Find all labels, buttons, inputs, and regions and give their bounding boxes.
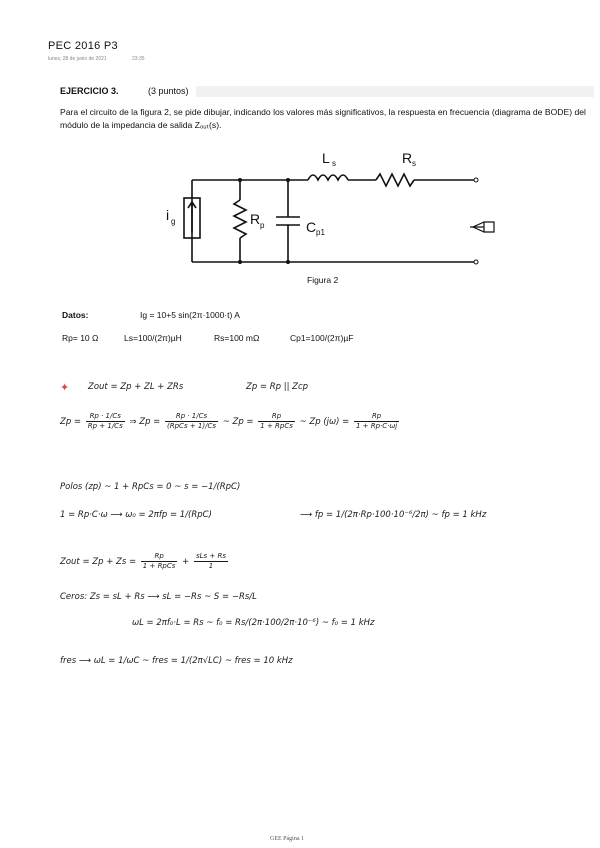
hw-zp-parallel: Zp = Rp || Zcp bbox=[246, 382, 309, 392]
rs-label: R bbox=[402, 150, 413, 166]
hw-zp-derivation: Zp = $\frac{Rp \cdot 1/Cs}{Rp + 1/Cs}$ ⇒ Zp = $\frac{Rp \cdot 1/Cs}{\text{(RpCs + 1)/Cs}}$ ~ Zp = $\frac{Rp}{\text{1 + RpCs}}$ ~ Zp (jω) = $\frac{Rp}{1 + Rp\cdot C\cdot\omega j}$ bbox=[60, 412, 398, 430]
cp1-label: C bbox=[306, 219, 317, 235]
figure-caption: Figura 2 bbox=[307, 275, 339, 285]
exercise-label: EJERCICIO 3. bbox=[60, 86, 119, 96]
data-cp1: Cp1=100/(2π)µF bbox=[290, 333, 354, 343]
page-time: 23:35 bbox=[132, 56, 145, 62]
hw-zout-definition: Zout = Zp + ZL + ZRs bbox=[88, 382, 184, 392]
page-date: lunes, 28 de junio de 2021 bbox=[48, 56, 107, 62]
exercise-highlight-bar bbox=[196, 86, 594, 97]
circuit-figure bbox=[166, 140, 500, 270]
ls-inductor bbox=[308, 175, 348, 180]
rp-subscript: p bbox=[260, 221, 265, 230]
exercise-points: (3 puntos) bbox=[148, 86, 189, 96]
hw-poles: Polos (zp) ~ 1 + RpCs = 0 ~ s = −1/(RpC) bbox=[60, 482, 241, 492]
page-title: PEC 2016 P3 bbox=[48, 40, 118, 52]
data-ls: Ls=100/(2π)µH bbox=[124, 333, 182, 343]
rs-subscript: s bbox=[412, 159, 416, 168]
ig-subscript: g bbox=[171, 217, 176, 226]
cp1-subscript: p1 bbox=[316, 228, 325, 237]
data-rp: Rp= 10 Ω bbox=[62, 333, 99, 343]
star-icon: ✦ bbox=[60, 381, 70, 394]
page-footer: GEE Página 1 bbox=[270, 836, 304, 842]
hw-pole-freq-b: ⟶ fp = 1/(2π·Rp·100·10⁻⁶/2π) ~ fp = 1 kHz bbox=[300, 510, 487, 520]
rs-resistor bbox=[376, 174, 414, 186]
ig-label: i bbox=[166, 207, 170, 223]
hw-pole-freq-a: 1 = Rp·C·ω ⟶ ω₀ = 2πfp = 1/(RpC) bbox=[60, 510, 212, 520]
data-rs: Rs=100 mΩ bbox=[214, 333, 260, 343]
rp-resistor bbox=[234, 200, 246, 238]
data-ig: Ig = 10+5 sin(2π·1000·t) A bbox=[140, 310, 240, 320]
ls-subscript: s bbox=[332, 159, 336, 168]
data-label: Datos: bbox=[62, 310, 89, 320]
hw-zero-freq: ωL = 2πf₀·L = Rs ~ f₀ = Rs/(2π·100/2π·10⁻⁶) ~ f₀ = 1 kHz bbox=[132, 618, 375, 628]
rp-label: R bbox=[250, 211, 261, 227]
hw-zout-sum: Zout = Zp + Zs = $\frac{Rp}{\text{1 + RpCs}}$ + $\frac{\text{sLs + Rs}}{1}$ bbox=[60, 552, 226, 570]
exercise-statement: Para el circuito de la figura 2, se pide dibujar, indicando los valores más significativos, la respuesta en frecuencia (diagrama de BODE) del módulo de la impedancia de salida Zₒᵤₜ(s). bbox=[60, 107, 586, 130]
ls-label: L bbox=[322, 150, 330, 166]
hw-resonance: fres ⟶ ωL = 1/ωC ~ fres = 1/(2π√LC) ~ fres = 10 kHz bbox=[60, 656, 293, 666]
hw-zeros: Ceros: Zs = sL + Rs ⟶ sL = −Rs ~ S = −Rs/L bbox=[60, 592, 257, 602]
